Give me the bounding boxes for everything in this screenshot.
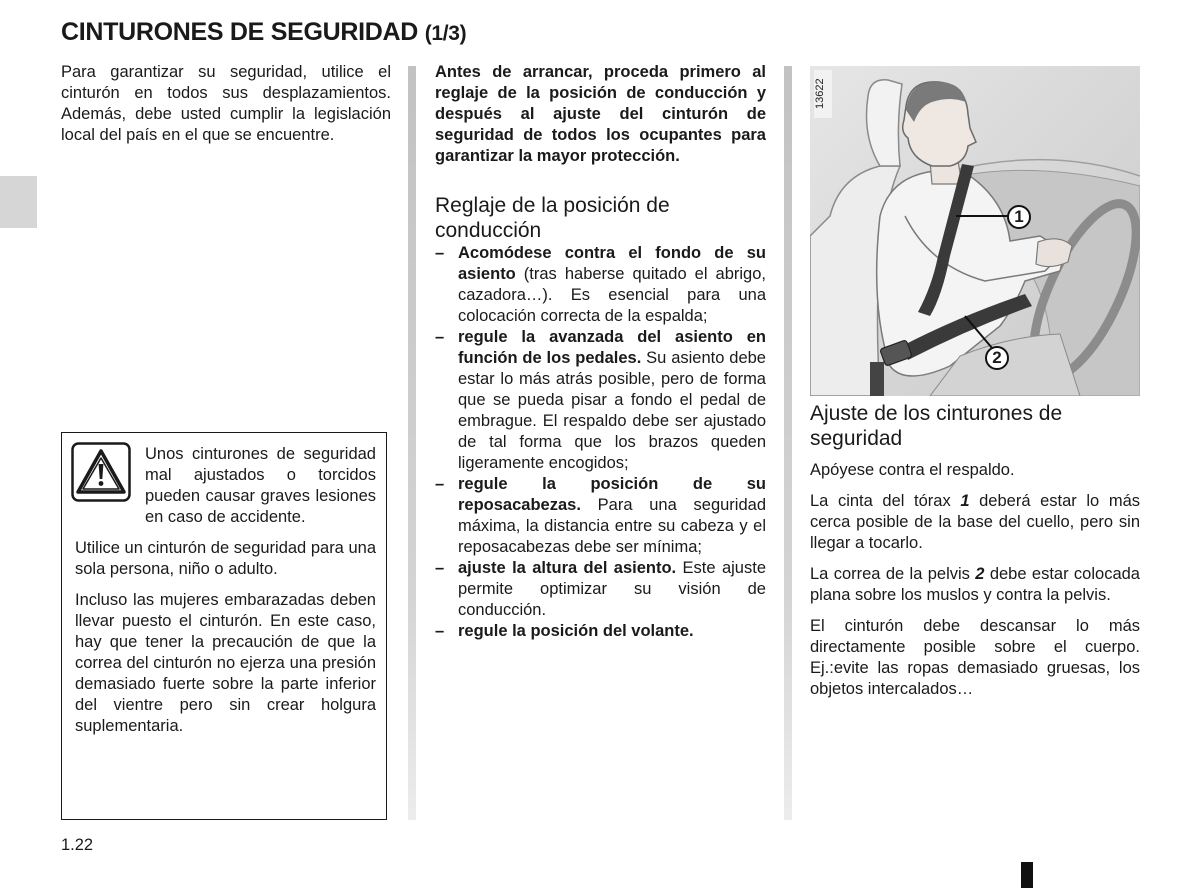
title-part: (1/3) (424, 22, 467, 45)
p3-before: La correa de la pelvis (810, 565, 976, 583)
list-item (435, 327, 766, 474)
step-bold: regule la avanzada del asiento en función de los pedales. (458, 328, 766, 367)
driving-position-heading: Reglaje de la posición de conducción (435, 194, 670, 242)
p3-after: debe estar colocada plana sobre los muslos y contra la pelvis. (810, 565, 1140, 604)
column-3-heading-wrap (810, 401, 1140, 451)
seatbelt-illustration (810, 66, 1140, 396)
list-dash: – (435, 622, 445, 640)
p2-before: La cinta del tórax (810, 492, 961, 510)
title-text: CINTURONES DE SEGURIDAD (61, 18, 419, 46)
step-bold: regule la posición de su reposacabezas. (458, 475, 766, 514)
step-text: Para una seguridad máxima, la distancia entre su cabeza y el reposacabezas debe ser mínima; (458, 496, 766, 556)
list-dash: – (435, 328, 445, 346)
callout-2: 2 (985, 346, 1009, 370)
col3-paragraph-2 (810, 491, 1140, 554)
list-dash: – (435, 244, 445, 262)
list-dash: – (435, 559, 445, 577)
step-text: Este ajuste permite optimizar su visión de conducción. (458, 559, 766, 619)
pre-drive-paragraph: Antes de arrancar, proceda primero al reglaje de la posición de conducción y después al ajuste del cinturón de seguridad de todos los ocupantes para garantizar la mayor protección. (435, 63, 766, 165)
callout-1: 1 (1007, 205, 1031, 229)
p3-ref: 2 (975, 565, 985, 583)
col3-paragraph-4: El cinturón debe descansar lo más directamente posible sobre el cuerpo. Ej.:evite las ropas demasiado gruesas, los objetos intercalados… (810, 617, 1140, 698)
driver-with-seatbelt-image (810, 66, 1140, 396)
warning-paragraph-3: Incluso las mujeres embarazadas deben llevar puesto el cinturón. En este caso, hay que tener la precaución de que la correa del cinturón no ejerza una presión demasiado fuerte sobre la parte inferior del vientre pero sin crear holgura suplementaria. (75, 591, 376, 735)
step-bold: ajuste la altura del asiento. (458, 559, 677, 577)
step-text: (tras haberse quitado el abrigo, cazadora…). Es esencial para una colocación correcta de la espalda; (458, 265, 766, 325)
column-separator-right (784, 66, 792, 820)
intro-paragraph: Para garantizar su seguridad, utilice el cinturón en todos sus desplazamientos. Además, debe usted cumplir la legislación local del país en el que se encuentre. (61, 63, 391, 144)
list-item (435, 621, 766, 642)
p2-after: deberá estar lo más cerca posible de la base del cuello, pero sin llegar a tocarlo. (810, 492, 1140, 552)
warning-triangle-icon (71, 442, 131, 502)
adjustment-steps-list (435, 243, 766, 642)
list-dash: – (435, 475, 445, 493)
step-bold: Acomódese contra el fondo de su asiento (458, 244, 766, 283)
list-item (435, 474, 766, 558)
belt-adjustment-heading: Ajuste de los cinturones de seguridad (810, 402, 1063, 450)
list-item (435, 558, 766, 621)
column-3 (810, 460, 1140, 710)
figure-number: 13622 (814, 70, 832, 118)
step-bold: regule la posición del volante. (458, 622, 694, 640)
warning-paragraph-2: Utilice un cinturón de seguridad para una sola persona, niño o adulto. (75, 539, 376, 578)
page-corner-marker (1021, 862, 1033, 888)
column-1 (61, 62, 391, 156)
col3-paragraph-3 (810, 564, 1140, 606)
p2-ref: 1 (960, 492, 970, 510)
page-title (61, 18, 466, 47)
warning-lead: Unos cinturones de seguridad mal ajustados o torcidos pueden causar graves lesiones en caso de accidente. (145, 445, 376, 526)
column-separator-left (408, 66, 416, 820)
list-item (435, 243, 766, 327)
page-number: 1.22 (61, 836, 94, 854)
step-text: Su asiento debe estar lo más atrás posible, pero de forma que se pueda pisar a fondo el pedal de embrague. El respaldo debe ser ajustado de tal forma que los brazos queden ligeramente encogidos; (458, 349, 766, 472)
section-tab-marker (0, 176, 37, 228)
column-2 (435, 62, 766, 642)
warning-box (61, 432, 387, 820)
col3-paragraph-1: Apóyese contra el respaldo. (810, 461, 1015, 479)
